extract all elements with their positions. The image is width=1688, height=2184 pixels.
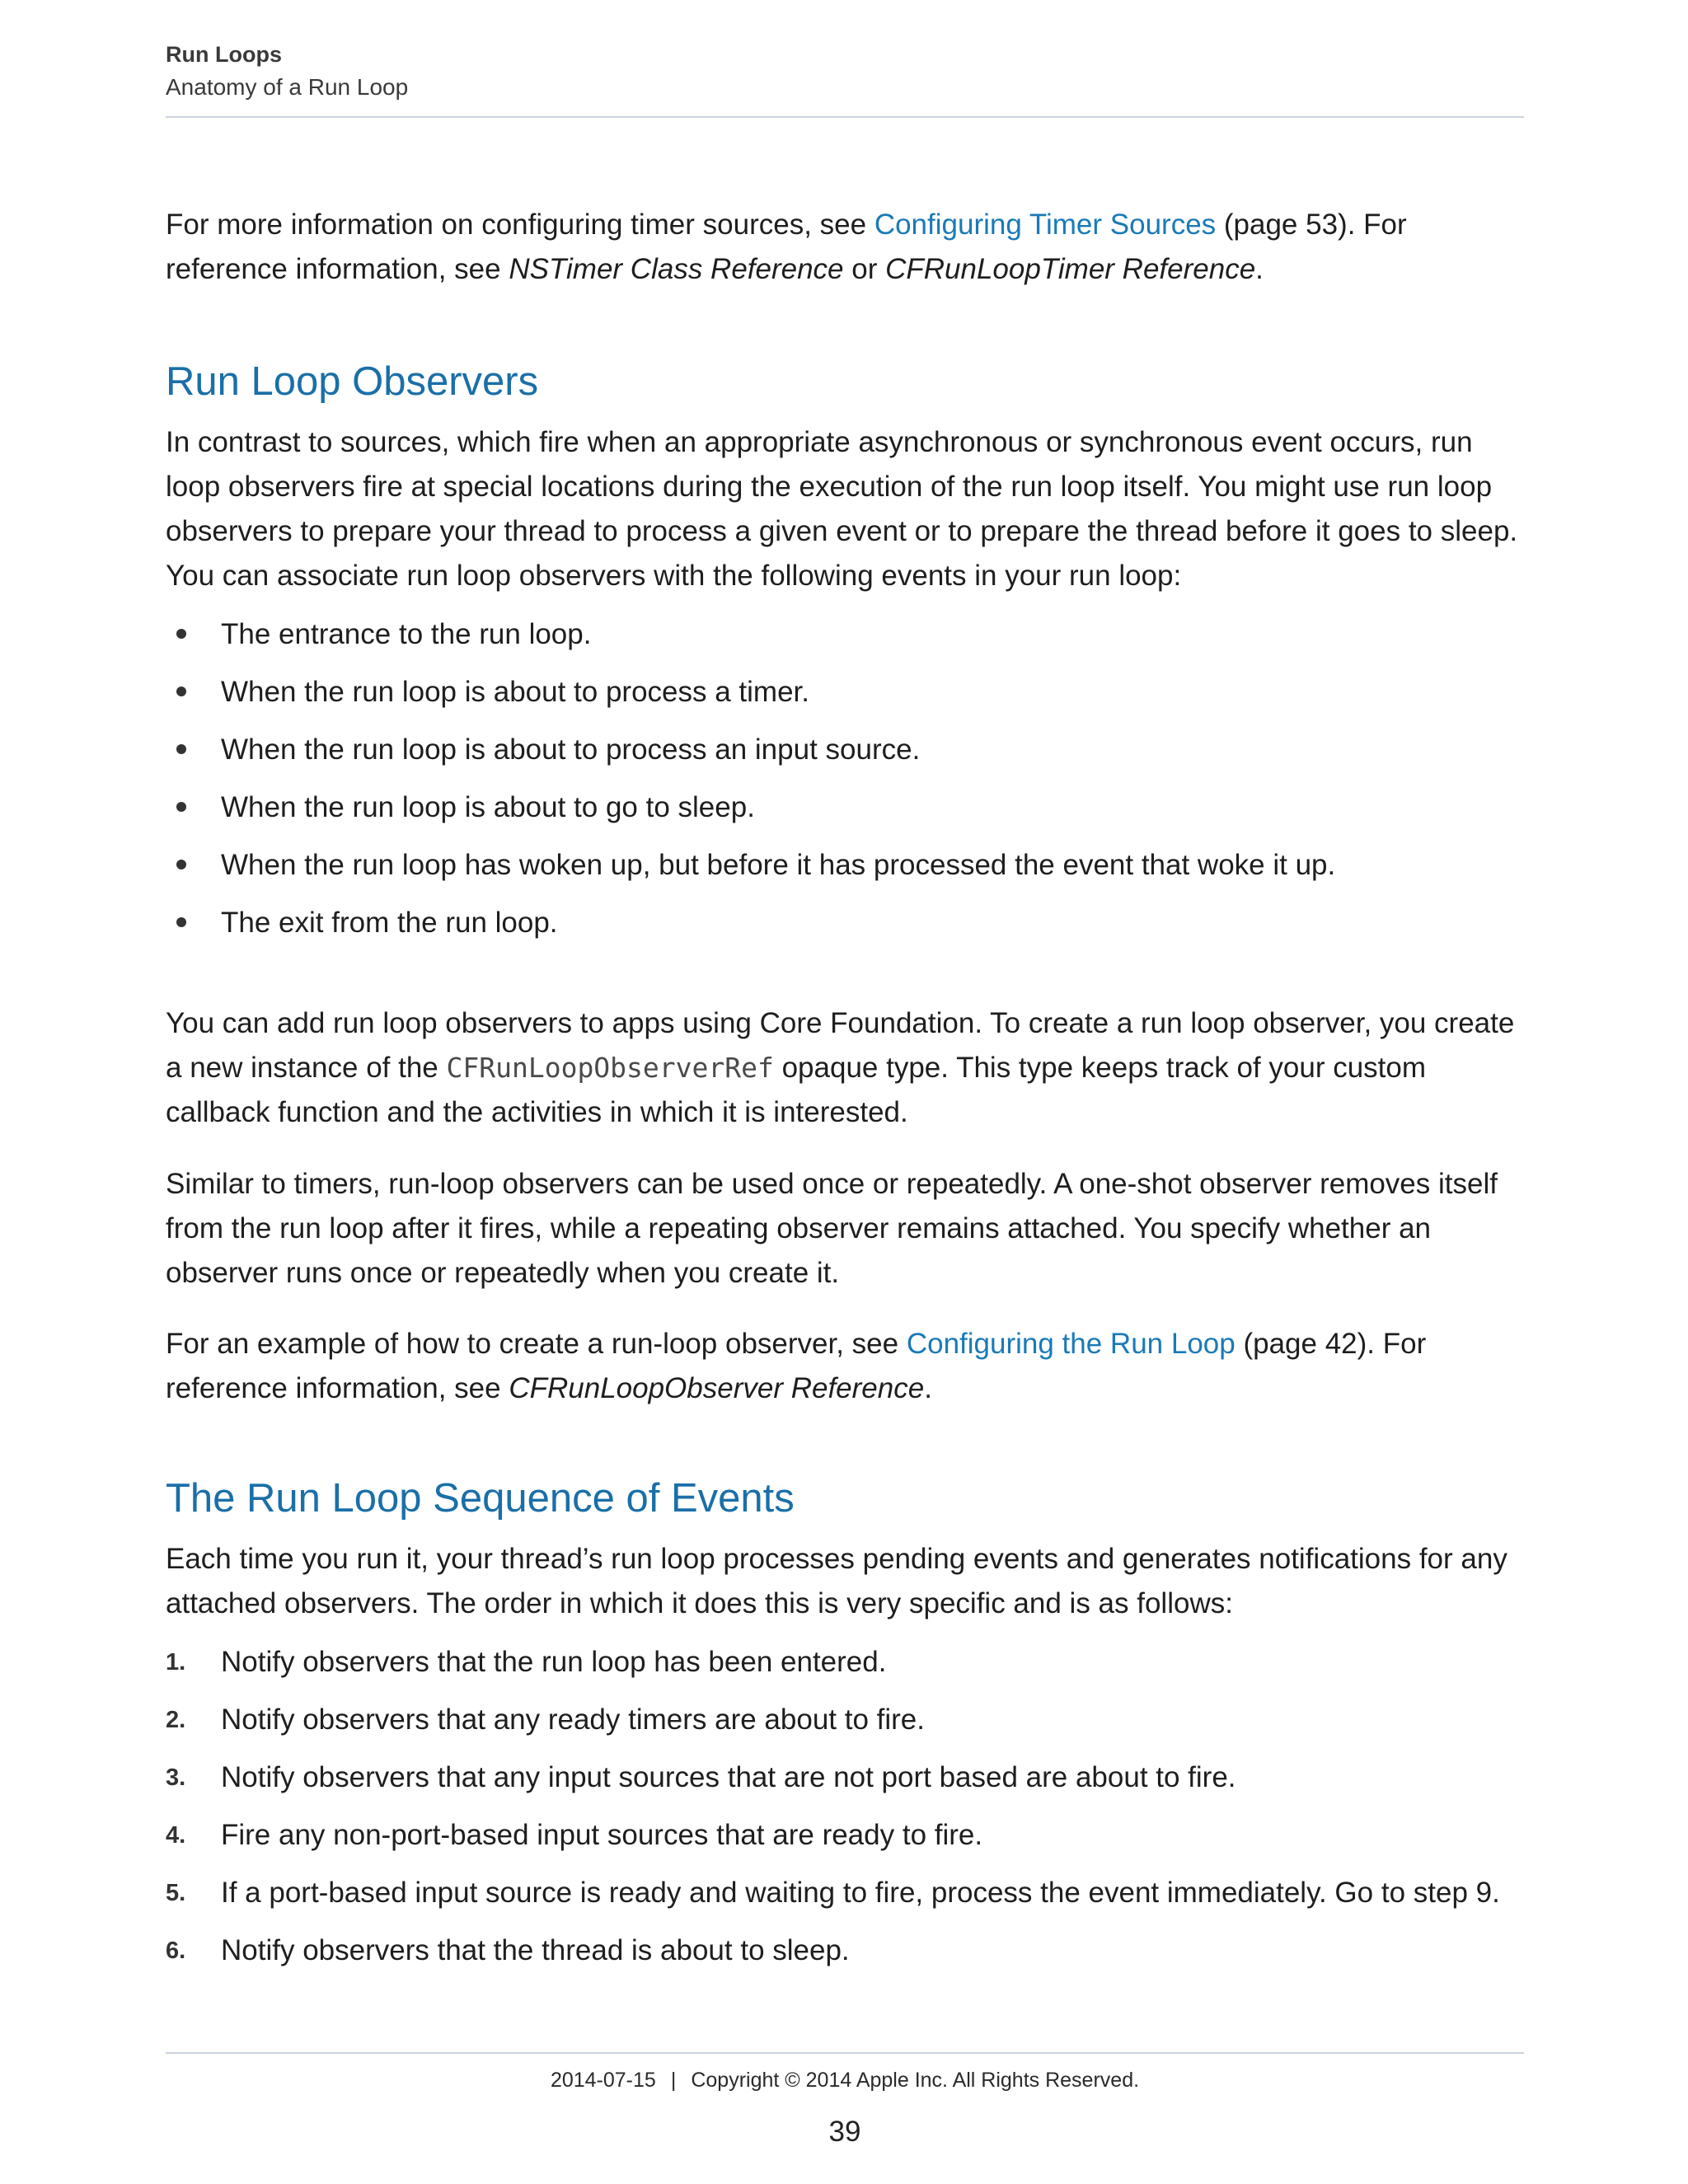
footer-copyright: Copyright © 2014 Apple Inc. All Rights Reserved.	[691, 2069, 1140, 2092]
page-number: 39	[828, 2116, 861, 2148]
list-item	[166, 1929, 1524, 1986]
p4-text-end: .	[924, 1372, 932, 1404]
list-item	[166, 1698, 1524, 1755]
bullet-icon	[176, 917, 186, 927]
bullet-icon	[176, 860, 186, 869]
bullet-icon	[176, 744, 186, 754]
run-loop-observers-heading: Run Loop Observers	[166, 359, 539, 404]
observer-events-list	[166, 612, 1524, 958]
list-item-text: When the run loop has woken up, but before it has processed the event that woke it up.	[221, 849, 1336, 881]
footer-date: 2014-07-15	[550, 2069, 656, 2092]
list-item-text: The exit from the run loop.	[221, 907, 558, 939]
list-item	[166, 843, 1524, 901]
step-text: Notify observers that the run loop has been entered.	[221, 1646, 887, 1678]
intro-text-or: or	[843, 253, 886, 285]
observers-paragraph-1: In contrast to sources, which fire when an appropriate asynchronous or synchronous event occurs, run loop observers fire at special locations during the execution of the run loop itself. You might use run loop observers to prepare your thread to process a given event or to prepare the thread before it goes to sleep. You can associate run loop observers with the following events in your run loop:	[166, 426, 1518, 592]
sequence-steps-list	[166, 1640, 1524, 1986]
observers-paragraph-2	[166, 1001, 1524, 1135]
header-chapter-title: Run Loops	[166, 42, 282, 67]
step-number: 5.	[166, 1880, 186, 1906]
page-footer	[166, 2065, 1524, 2095]
list-item-text: When the run loop is about to go to sleep.	[221, 791, 755, 823]
list-item-text: The entrance to the run loop.	[221, 618, 592, 650]
list-item	[166, 670, 1524, 728]
step-text: Notify observers that the thread is about to sleep.	[221, 1934, 850, 1966]
intro-paragraph	[166, 203, 1524, 292]
intro-text-pre: For more information on configuring timer sources, see	[166, 209, 874, 241]
step-number: 1.	[166, 1649, 186, 1675]
cfrunloopobserverref-code: CFRunLoopObserverRef	[446, 1052, 774, 1084]
step-text: Notify observers that any ready timers are about to fire.	[221, 1704, 925, 1736]
configuring-timer-sources-link[interactable]: Configuring Timer Sources	[874, 209, 1217, 241]
list-item-text: When the run loop is about to process an input source.	[221, 733, 921, 766]
bullet-icon	[176, 629, 186, 639]
run-loop-sequence-heading: The Run Loop Sequence of Events	[166, 1476, 795, 1521]
list-item	[166, 1640, 1524, 1698]
observers-paragraph-3: Similar to timers, run-loop observers can be used once or repeatedly. A one-shot observer removes itself from the run loop after it fires, while a repeating observer remains attached. You specify whether an observer runs once or repeatedly when you create it.	[166, 1168, 1498, 1289]
list-item	[166, 785, 1524, 843]
intro-text-mid: (page 53). For reference information, see	[166, 209, 1407, 285]
list-item	[166, 728, 1524, 785]
sequence-paragraph: Each time you run it, your thread’s run loop processes pending events and generates notifications for any attached observers. The order in which it does this is very specific and is as follows:	[166, 1543, 1507, 1619]
header-section-title: Anatomy of a Run Loop	[166, 74, 409, 100]
step-number: 6.	[166, 1938, 186, 1964]
p2-text-pre: You can add run loop observers to apps using Core Foundation. To create a run loop observer, you create a new instance of the	[166, 1007, 1515, 1084]
bullet-icon	[176, 687, 186, 696]
step-text: Fire any non-port-based input sources that are ready to fire.	[221, 1819, 983, 1851]
observers-paragraph-4	[166, 1322, 1524, 1411]
p4-text-pre: For an example of how to create a run-loop observer, see	[166, 1328, 907, 1360]
list-item	[166, 612, 1524, 670]
list-item	[166, 1813, 1524, 1871]
step-number: 3.	[166, 1765, 186, 1791]
list-item	[166, 1871, 1524, 1929]
list-item	[166, 901, 1524, 958]
list-item	[166, 1755, 1524, 1813]
page-header	[166, 38, 1524, 118]
footer-divider	[166, 2052, 1524, 2054]
cfrunlooptimer-reference-title: CFRunLoopTimer Reference	[885, 253, 1256, 285]
configuring-the-run-loop-link[interactable]: Configuring the Run Loop	[906, 1328, 1236, 1360]
step-number: 2.	[166, 1707, 186, 1733]
footer-separator: |	[670, 2069, 677, 2092]
bullet-icon	[176, 802, 186, 812]
p2-text-post: opaque type. This type keeps track of your custom callback function and the activities in which it is interested.	[166, 1052, 1427, 1128]
step-text: If a port-based input source is ready and waiting to fire, process the event immediately. Go to step 9.	[221, 1877, 1500, 1909]
cfrunloopobserver-reference-title: CFRunLoopObserver Reference	[509, 1372, 925, 1404]
intro-text-end: .	[1255, 253, 1264, 285]
list-item-text: When the run loop is about to process a timer.	[221, 676, 809, 708]
p4-text-mid: (page 42). For reference information, see	[166, 1328, 1427, 1404]
step-text: Notify observers that any input sources that are not port based are about to fire.	[221, 1761, 1236, 1793]
document-page	[166, 0, 1524, 2184]
step-number: 4.	[166, 1822, 186, 1849]
nstimer-reference-title: NSTimer Class Reference	[509, 253, 844, 285]
